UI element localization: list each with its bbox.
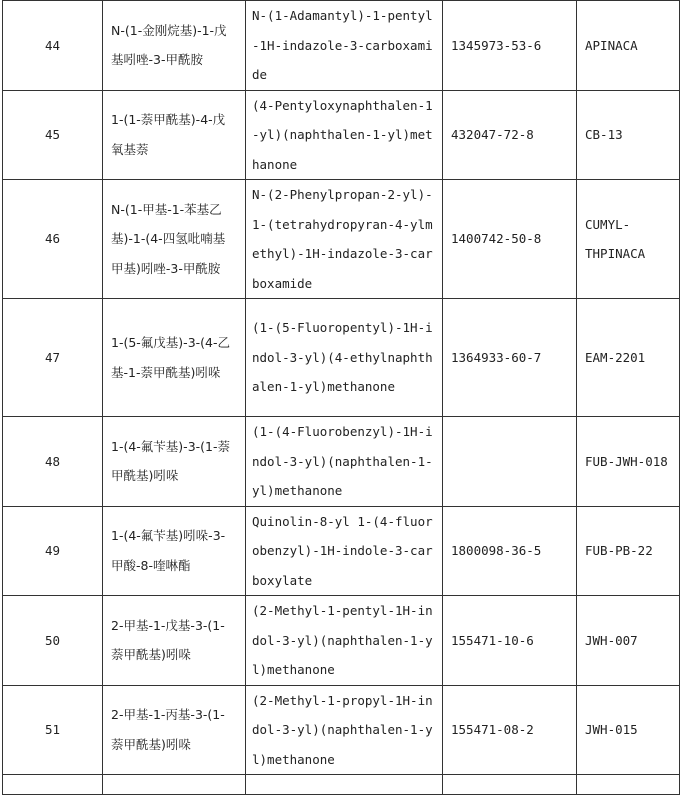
row-number: 49 [3, 506, 103, 596]
chinese-name: 1-(5-氟戊基)-3-(4-乙基-1-萘甲酰基)吲哚 [103, 299, 246, 417]
chinese-name: 2-甲基-1-戊基-3-(1-萘甲酰基)吲哚 [103, 596, 246, 686]
common-name: JWH-007 [577, 596, 680, 686]
common-name: EAM-2201 [577, 299, 680, 417]
common-name: CB-13 [577, 90, 680, 180]
common-name: CUMYL-THPINACA [577, 180, 680, 299]
cas-number: 432047-72-8 [443, 90, 577, 180]
table-row-partial [3, 775, 680, 795]
row-number: 44 [3, 1, 103, 91]
english-name: N-(2-Phenylpropan-2-yl)-1-(tetrahydropyran-4-ylmethyl)-1H-indazole-3-carboxamide [246, 180, 443, 299]
common-name: APINACA [577, 1, 680, 91]
chinese-name: 1-(1-萘甲酰基)-4-戊氧基萘 [103, 90, 246, 180]
english-name: (2-Methyl-1-pentyl-1H-indol-3-yl)(naphthalen-1-yl)methanone [246, 596, 443, 686]
table-row [3, 506, 680, 596]
row-number: 51 [3, 685, 103, 775]
chinese-name: N-(1-金刚烷基)-1-戊基吲唑-3-甲酰胺 [103, 1, 246, 91]
chinese-name: 2-甲基-1-丙基-3-(1-萘甲酰基)吲哚 [103, 685, 246, 775]
row-number: 48 [3, 417, 103, 507]
row-number: 50 [3, 596, 103, 686]
english-name: Quinolin-8-yl 1-(4-fluorobenzyl)-1H-indole-3-carboxylate [246, 506, 443, 596]
english-name: (2-Methyl-1-propyl-1H-indol-3-yl)(naphthalen-1-yl)methanone [246, 685, 443, 775]
cas-number: 1364933-60-7 [443, 299, 577, 417]
chinese-name: 1-(4-氟苄基)吲哚-3-甲酸-8-喹啉酯 [103, 506, 246, 596]
row-number: 45 [3, 90, 103, 180]
table-row [3, 685, 680, 775]
english-name: N-(1-Adamantyl)-1-pentyl-1H-indazole-3-carboxamide [246, 1, 443, 91]
chinese-name: N-(1-甲基-1-苯基乙基)-1-(4-四氢吡喃基甲基)吲唑-3-甲酰胺 [103, 180, 246, 299]
table-row [3, 180, 680, 299]
empty-cell [103, 775, 246, 795]
row-number: 46 [3, 180, 103, 299]
cas-number: 155471-08-2 [443, 685, 577, 775]
cas-number: 1345973-53-6 [443, 1, 577, 91]
cas-number: 1800098-36-5 [443, 506, 577, 596]
chinese-name: 1-(4-氟苄基)-3-(1-萘甲酰基)吲哚 [103, 417, 246, 507]
table-row [3, 417, 680, 507]
empty-cell [246, 775, 443, 795]
english-name: (1-(4-Fluorobenzyl)-1H-indol-3-yl)(naphthalen-1-yl)methanone [246, 417, 443, 507]
cas-number [443, 417, 577, 507]
table-row [3, 299, 680, 417]
common-name: JWH-015 [577, 685, 680, 775]
table-row [3, 596, 680, 686]
empty-cell [577, 775, 680, 795]
empty-cell [443, 775, 577, 795]
cas-number: 155471-10-6 [443, 596, 577, 686]
substance-table [2, 0, 680, 795]
english-name: (1-(5-Fluoropentyl)-1H-indol-3-yl)(4-ethylnaphthalen-1-yl)methanone [246, 299, 443, 417]
english-name: (4-Pentyloxynaphthalen-1-yl)(naphthalen-1-yl)methanone [246, 90, 443, 180]
table-row [3, 1, 680, 91]
common-name: FUB-PB-22 [577, 506, 680, 596]
common-name: FUB-JWH-018 [577, 417, 680, 507]
table-row [3, 90, 680, 180]
cas-number: 1400742-50-8 [443, 180, 577, 299]
row-number: 47 [3, 299, 103, 417]
empty-cell [3, 775, 103, 795]
